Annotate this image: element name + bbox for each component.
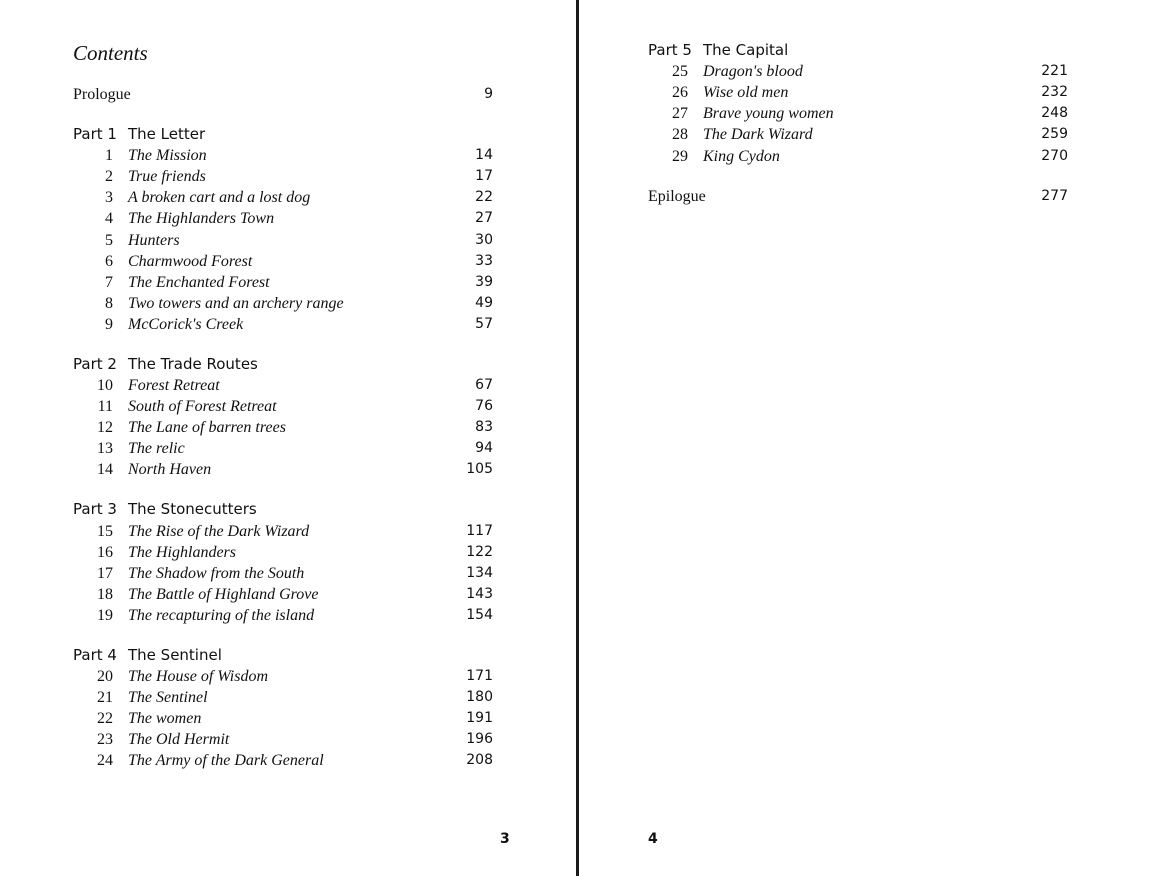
chapter-page: 83 [475,419,493,436]
prologue-row [0,84,577,105]
chapter-title: Forest Retreat [128,377,220,394]
chapter-number: 6 [105,252,113,270]
chapter-row [0,459,577,480]
part-title: The Letter [128,125,206,143]
chapter-row [0,521,577,542]
chapter-page: 67 [475,377,493,393]
chapter-number: 23 [97,731,113,749]
chapter-number: 28 [672,126,688,144]
chapter-number: 11 [97,398,113,416]
chapter-row [0,438,577,459]
chapter-number: 17 [97,564,113,582]
epilogue-title: Epilogue [648,187,706,205]
chapter-number: 12 [97,419,113,437]
chapter-page: 33 [475,252,493,269]
chapter-page: 232 [1041,84,1068,101]
prologue-page: 9 [484,86,493,102]
chapter-number: 1 [105,147,113,165]
chapter-row [0,272,577,293]
chapter-title: The Sentinel [128,689,208,707]
epilogue-row [580,186,1152,207]
chapter-number: 3 [105,189,113,207]
chapter-title: South of Forest Retreat [128,398,277,416]
chapter-number: 20 [97,668,113,685]
chapter-row [0,166,577,187]
part-heading [580,40,1152,61]
chapter-row [0,729,577,750]
chapter-row [0,251,577,272]
chapter-title: The Mission [128,147,207,165]
chapter-title: Hunters [128,231,180,249]
book-spine-divider [576,0,579,876]
chapter-title: Brave young women [703,105,834,123]
chapter-number: 26 [672,84,688,102]
chapter-row [0,605,577,626]
chapter-title: King Cydon [703,147,780,165]
chapter-number: 4 [105,210,113,228]
chapter-row [0,230,577,251]
chapter-number: 21 [97,689,113,707]
right-page [580,0,1152,876]
chapter-page: 270 [1041,147,1068,164]
chapter-title: The Highlanders Town [128,210,275,228]
chapter-row [0,375,577,396]
chapter-number: 27 [672,105,688,123]
chapter-number: 24 [97,752,113,770]
part-title: The Trade Routes [128,354,258,373]
page-number-right: 4 [648,831,658,847]
chapter-row [0,293,577,314]
chapter-number: 13 [97,440,113,458]
chapter-page: 221 [1041,63,1068,80]
chapter-title: Two towers and an archery range [128,294,344,312]
part-title: The Capital [703,41,789,59]
chapter-title: McCorick's Creek [128,315,244,333]
chapter-title: True friends [128,168,206,186]
chapter-page: 27 [475,210,493,227]
chapter-page: 180 [466,689,493,706]
chapter-page: 122 [466,543,493,560]
chapter-title: The Dark Wizard [703,126,813,144]
chapter-page: 196 [466,731,493,748]
chapter-page: 76 [475,398,493,415]
chapter-page: 94 [475,440,493,457]
chapter-title: Wise old men [703,84,789,102]
chapter-title: The relic [128,440,185,458]
chapter-number: 22 [97,710,113,728]
chapter-number: 5 [105,231,113,249]
chapter-page: 143 [466,585,493,602]
chapter-number: 14 [97,461,113,479]
chapter-page: 248 [1041,105,1068,122]
chapter-title: Dragon's blood [703,63,803,81]
part-heading [0,124,577,145]
chapter-number: 16 [97,543,113,561]
prologue-title: Prologue [73,86,131,103]
chapter-number: 25 [672,63,688,81]
chapter-title: A broken cart and a lost dog [128,189,311,207]
chapter-page: 57 [475,315,493,332]
part-heading [0,354,577,375]
contents-heading: Contents [73,41,148,65]
chapter-title: The Old Hermit [128,731,230,749]
chapter-row [0,708,577,729]
chapter-number: 10 [97,377,113,394]
chapter-row [0,687,577,708]
chapter-row [0,563,577,584]
part-title: The Sentinel [128,645,222,664]
chapter-row [0,666,577,687]
chapter-number: 18 [97,585,113,603]
part-label: Part 1 [73,125,117,143]
chapter-page: 14 [475,147,493,164]
chapter-page: 191 [466,710,493,727]
chapter-row [0,396,577,417]
chapter-page: 259 [1041,126,1068,143]
chapter-page: 134 [466,564,493,581]
part-label: Part 5 [648,41,692,59]
chapter-title: The House of Wisdom [128,668,268,685]
chapter-row [580,103,1152,124]
chapter-title: The Rise of the Dark Wizard [128,522,310,540]
chapter-page: 171 [466,668,493,684]
chapter-title: The Army of the Dark General [128,752,324,770]
chapter-row [0,208,577,229]
chapter-page: 22 [475,189,493,206]
chapter-number: 8 [105,294,113,312]
chapter-title: The Lane of barren trees [128,419,286,437]
chapter-number: 29 [672,147,688,165]
part-label: Part 3 [73,500,117,519]
chapter-page: 208 [466,752,493,769]
chapter-title: The recapturing of the island [128,606,315,624]
chapter-row [0,750,577,771]
chapter-row [0,187,577,208]
chapter-row [0,584,577,605]
chapter-page: 49 [475,294,493,311]
part-title: The Stonecutters [128,500,257,519]
chapter-number: 7 [105,273,113,291]
chapter-row [0,542,577,563]
chapter-title: The Enchanted Forest [128,273,270,291]
chapter-row [580,146,1152,167]
epilogue-page: 277 [1041,187,1068,204]
chapter-number: 19 [97,606,113,624]
chapter-page: 39 [475,273,493,290]
chapter-title: The Shadow from the South [128,564,305,582]
chapter-row [0,314,577,335]
chapter-row [0,417,577,438]
chapter-page: 17 [475,168,493,185]
part-heading [0,645,577,666]
chapter-page: 30 [475,231,493,248]
chapter-row [0,145,577,166]
chapter-title: Charmwood Forest [128,252,253,270]
chapter-page: 117 [466,522,493,539]
chapter-row [580,61,1152,82]
chapter-page: 105 [466,461,493,478]
chapter-number: 2 [105,168,113,186]
chapter-title: The women [128,710,202,728]
chapter-row [580,82,1152,103]
chapter-number: 9 [105,315,113,333]
part-label: Part 2 [73,354,117,373]
part-label: Part 4 [73,645,117,664]
chapter-page: 154 [466,606,493,623]
chapter-number: 15 [97,522,113,540]
chapter-row [580,124,1152,145]
chapter-title: North Haven [128,461,212,479]
page-number-left: 3 [500,831,510,847]
part-heading [0,499,577,520]
chapter-title: The Highlanders [128,543,236,561]
chapter-title: The Battle of Highland Grove [128,585,319,603]
